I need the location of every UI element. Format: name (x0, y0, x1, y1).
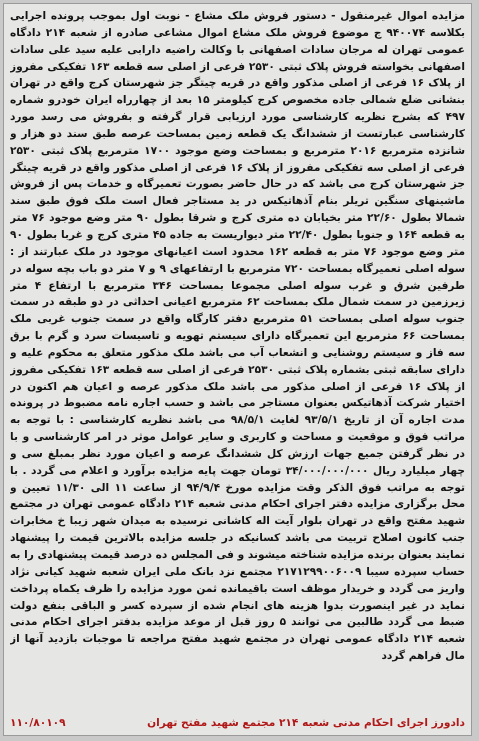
notice-body: مزایده اموال غیرمنقول - دستور فروش ملک مشاع - نوبت اول بموجب پرونده اجرایی بکلاسه ۹۴۰۰۷۴ ج موضوع فروش ملک مشاع اموال مشاعی صادره از شعبه ۲۱۴ دادگاه عمومی تهران له مرجان سادات اصفهانی با وکالت راضیه دارابی علیه سید علی سادات اصفهانی بخواسته فروش پلاک ثبتی ۲۵۳۰ فرعی از اصلی سه قطعه ۱۶۳ تفکیکی مفروز از پلاک ۱۶ فرعی از اصلی مذکور واقع در قریه چیتگر جز شهرستان کرج واقع در تهران بنشانی ضلع شمالی جاده مخصوص کرج کیلومتر ۱۵ بعد از چهارراه ایران خودرو شماره ۴۹۷ که بشرح نظریه کارشناسی مورد ارزیابی قرار گرفته و بفروش می رسد مورد کارشناسی عبارتست از ششدانگ یک قطعه زمین بمساحت عرصه طبق سند دو هزار و شانزده مترمربع ۲۰۱۶ مترمربع و بمساحت وضع موجود ۱۷۰۰ مترمربع پلاک ثبتی ۲۵۳۰ فرعی از اصلی سه تفکیکی مفروز از پلاک ۱۶ فرعی از اصلی مذکور واقع در قریه چیتگر جز شهرستان کرج می باشد که در حال حاضر بصورت تعمیرگاه و خدمات پس از فروش ماشینهای سنگین تریلر بنام آذهاتیکس در ید مستاجر فعال است ملک فوق طبق سند شمالا بطول ۲۲/۶۰ متر بخیابان ده متری کرج و شرقا بطول ۹۰ متر وضع موجود ۷۶ متر به قطعه ۱۶۴ و جنوبا بطول ۲۲/۴۰ متر دیواریست به جاده ۴۵ متری کرج و غربا بطول ۹۰ متر وضع موجود ۷۶ متر به قطعه ۱۶۲ محدود است اعیانهای موجود در ملک عبارتند از : سوله اصلی تعمیرگاه بمساحت ۷۲۰ مترمربع با ارتفاعهای ۹ و ۷ متر دو باب بچه سوله در طرفین شرق و غرب سوله اصلی مجموعا بمساحت ۳۴۶ مترمربع با ارتفاع ۴ متر زیرزمین در سمت شمال ملک بمساحت ۶۲ مترمربع اعیانی احداثی در دو طبقه در سمت جنوب سوله اصلی بمساحت ۵۱ مترمربع دفتر کارگاه واقع در سمت جنوب غربی ملک بمساحت ۶۶ مترمربع این تعمیرگاه دارای سیستم تهویه و تاسیسات سرد و گرم با برق سه فاز و سیستم روشنایی و انشعاب آب می باشد ملک مذکور متعلق به محکوم علیه و دارای سابقه ثبتی بشماره پلاک ثبتی ۲۵۳۰ فرعی از اصلی سه قطعه ۱۶۳ تفکیکی مفروز از پلاک ۱۶ فرعی از اصلی مذکور می باشد ملک مذکور عرصه و اعیان هم اکنون در اختیار شرکت آذهاتیکس بعنوان مستاجر می باشد و حسب اجاره نامه مضبوط در پرونده مدت اجاره آن از تاریخ ۹۳/۵/۱ لغایت ۹۸/۵/۱ می باشد نظریه کارشناسی : با توجه به مراتب فوق و موقعیت و مساحت و کاربری و سایر عوامل موثر در امر کارشناسی و با در نظر گرفتن جمیع جهات ارزش کل ششدانگ عرصه و اعیان مورد نظر بمبلغ سی و چهار میلیارد ریال ۳۴/۰۰۰/۰۰۰/۰۰۰ تومان جهت پایه مزایده برآورد و اعلام می گردد . با توجه به مراتب فوق الذکر وقت مزایده مورخ ۹۴/۹/۴ از ساعت ۱۱ الی ۱۱/۳۰ تعیین و محل برگزاری مزایده دفتر اجرای احکام مدنی شعبه ۲۱۴ دادگاه عمومی تهران در مجتمع شهید مفتح واقع در تهران بلوار آیت اله کاشانی نرسیده به میدان شهر زیبا خ مخابرات جنب کانون اصلاح تربیت می باشد کسانیکه در جلسه مزایده بالاترین قیمت را پیشنهاد نمایند بعنوان برنده مزایده شناخته میشوند و فی المجلس ده درصد قیمت پیشنهادی را به حساب سپرده سیبا ۲۱۷۱۲۹۹۰۰۶۰۰۹ مجتمع نزد بانک ملی ایران شعبه شهید کیانی نژاد واریز می گردد و خریدار موظف است باقیمانده ثمن مورد مزایده را ظرف یکماه پرداخت نماید در غیر اینصورت بدوا هزینه های انجام شده از سپرده کسر و الباقی بنفع دولت ضبط می گردد طالبین می توانند ۵ روز قبل از موعد مزایده بدفتر اجرای احکام مدنی شعبه ۲۱۴ دادگاه عمومی تهران در مجتمع شهید مفتح مراجعه تا موجبات بازدید آنها از مال فراهم گردد (10, 10, 465, 663)
notice-number: ۱۱۰/۸۰۱۰۹ (10, 717, 66, 729)
auction-notice (3, 3, 472, 736)
notice-footer (10, 714, 465, 732)
signature-line: دادورز اجرای احکام مدنی شعبه ۲۱۴ مجتمع شهید مفتح تهران (147, 717, 465, 729)
